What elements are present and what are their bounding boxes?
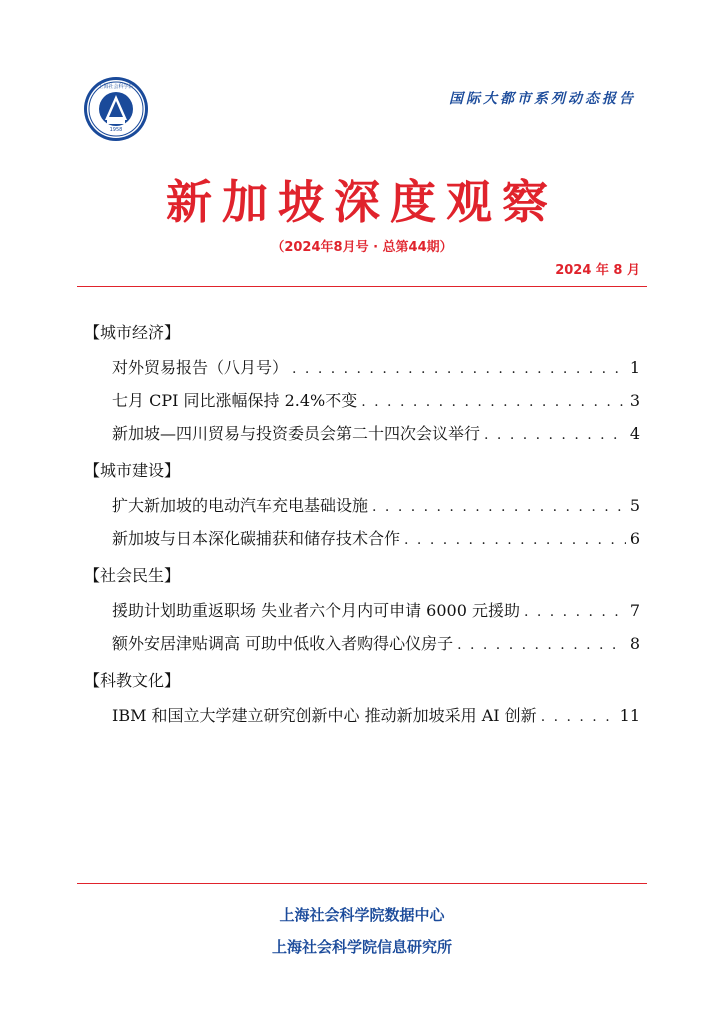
toc-entry-title: 对外贸易报告（八月号） bbox=[112, 358, 289, 377]
toc-entry-title: 新加坡与日本深化碳捕获和储存技术合作 bbox=[112, 529, 401, 548]
issue-number: （2024年8月号 · 总第44期） bbox=[271, 240, 453, 255]
footer-divider bbox=[77, 883, 647, 884]
toc-entry-title: 扩大新加坡的电动汽车充电基础设施 bbox=[112, 496, 369, 515]
institution-logo bbox=[83, 76, 149, 142]
toc-entry[interactable] bbox=[84, 522, 640, 555]
leader-dots bbox=[292, 353, 626, 386]
toc-entry[interactable] bbox=[84, 699, 640, 732]
leader-dots bbox=[457, 629, 626, 662]
publisher-info-institute: 上海社会科学院信息研究所 bbox=[271, 938, 452, 956]
toc-entry-page: 8 bbox=[629, 634, 640, 653]
toc-entry[interactable] bbox=[84, 384, 640, 417]
page-title: 新加坡深度观察 bbox=[166, 175, 558, 229]
leader-dots bbox=[361, 386, 626, 419]
toc-entry-title: IBM 和国立大学建立研究创新中心 推动新加坡采用 AI 创新 bbox=[112, 706, 537, 725]
toc-section-construction bbox=[84, 456, 640, 555]
leader-dots bbox=[404, 524, 626, 557]
toc-entry-page: 6 bbox=[629, 529, 640, 548]
section-title: 【城市建设】 bbox=[84, 461, 181, 480]
toc-entry-title: 额外安居津贴调高 可助中低收入者购得心仪房子 bbox=[112, 634, 454, 653]
toc-entry-title: 新加坡—四川贸易与投资委员会第二十四次会议举行 bbox=[112, 424, 481, 443]
toc-entry-title: 援助计划助重返职场 失业者六个月内可申请 6000 元援助 bbox=[112, 601, 520, 620]
toc-entry-page: 3 bbox=[629, 391, 640, 410]
leader-dots bbox=[484, 419, 626, 452]
logo-year: 1958 bbox=[109, 127, 123, 133]
toc-entry[interactable] bbox=[84, 489, 640, 522]
toc-entry[interactable] bbox=[84, 417, 640, 450]
toc-entry-title: 七月 CPI 同比涨幅保持 2.4%不变 bbox=[112, 391, 358, 410]
toc-entry[interactable] bbox=[84, 351, 640, 384]
publication-date: 2024 年 8 月 bbox=[555, 263, 640, 278]
section-title: 【社会民生】 bbox=[84, 566, 181, 585]
toc-section-livelihood bbox=[84, 561, 640, 660]
toc-entry-page: 4 bbox=[629, 424, 640, 443]
section-title: 【科教文化】 bbox=[84, 671, 181, 690]
toc-entry[interactable] bbox=[84, 594, 640, 627]
toc-section-science-culture bbox=[84, 666, 640, 732]
toc-entry-page: 11 bbox=[619, 706, 640, 725]
leader-dots bbox=[541, 701, 616, 734]
toc-entry[interactable] bbox=[84, 627, 640, 660]
publisher-data-center: 上海社会科学院数据中心 bbox=[279, 906, 445, 924]
series-title: 国际大都市系列动态报告 bbox=[449, 91, 636, 107]
toc-entry-page: 1 bbox=[629, 358, 640, 377]
logo-name: 上海社会科学院 bbox=[98, 84, 134, 90]
toc-section-economy bbox=[84, 318, 640, 450]
toc-entry-page: 5 bbox=[629, 496, 640, 515]
section-title: 【城市经济】 bbox=[84, 323, 181, 342]
leader-dots bbox=[372, 491, 626, 524]
leader-dots bbox=[524, 596, 626, 629]
logo-emblem-icon bbox=[83, 76, 149, 142]
toc-entry-page: 7 bbox=[629, 601, 640, 620]
header-divider bbox=[77, 286, 647, 287]
table-of-contents bbox=[84, 318, 640, 738]
